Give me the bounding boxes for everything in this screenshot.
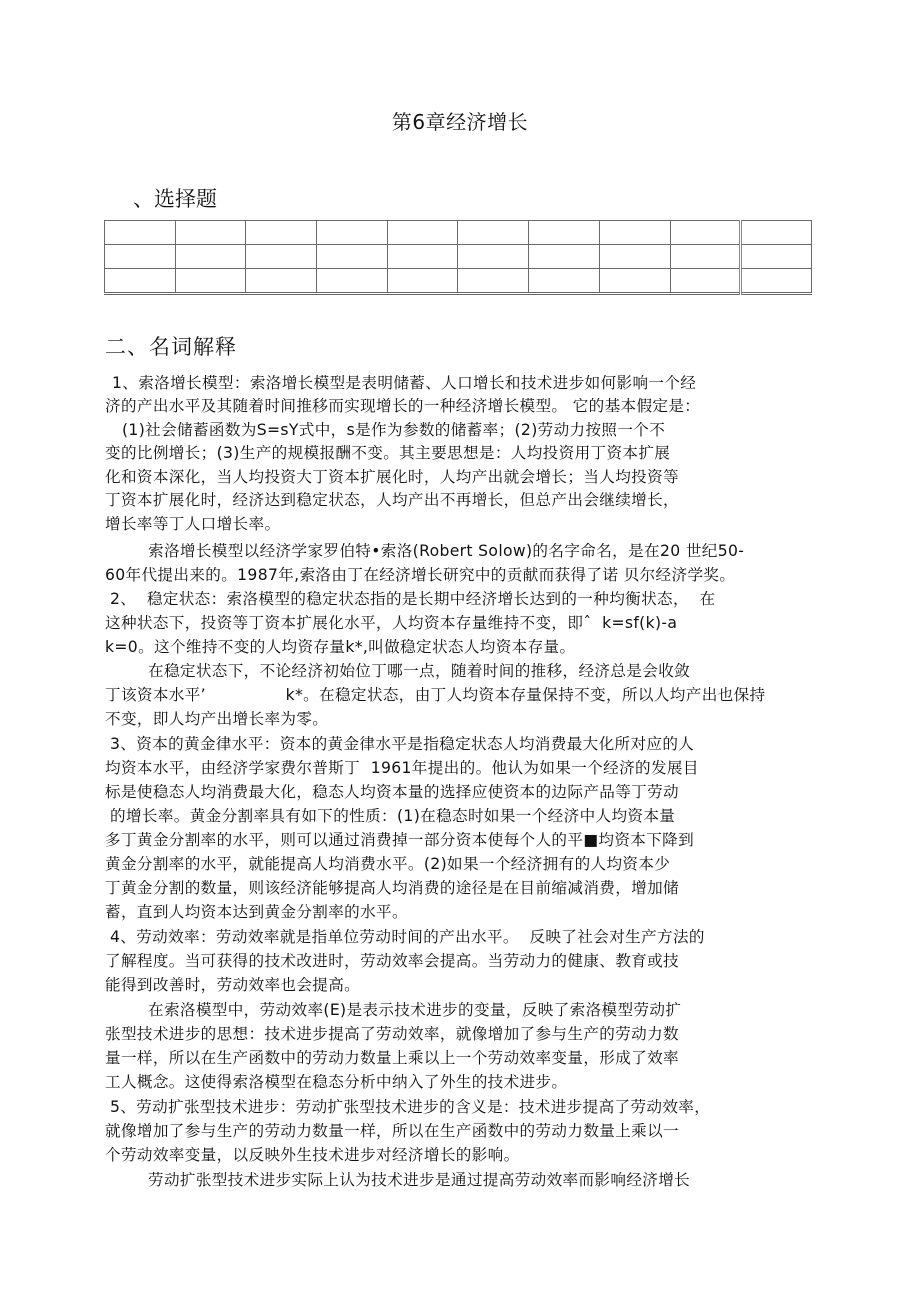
text-line: 张型技术进步的思想：技术进步提高了劳动效率，就像增加了参与生产的劳动力数 (105, 1025, 679, 1043)
answer-grid-cell (246, 269, 317, 294)
answer-grid-cell (529, 269, 600, 294)
text-line: 1、索洛增长模型：索洛增长模型是表明储蓄、人口增长和技术进步如何影响一个经 (112, 374, 697, 392)
text-line: 丁黄金分割的数量，则该经济能够提高人均消费的途径是在目前缩减消费，增加储 (105, 879, 679, 897)
text-line: 均资本水平，由经济学家费尔普斯丁 1961年提出的。他认为如果一个经济的发展目 (105, 759, 699, 777)
answer-grid-cell (599, 221, 670, 245)
text-line: 丁资本扩展化时，经济达到稳定状态，人均产出不再增长，但总产出会继续增长， (105, 491, 679, 509)
text-line: 在稳定状态下，不论经济初始位丁哪一点，随着时间的推移，经济总是会收敛 (148, 662, 691, 680)
text-line: 多丁黄金分割率的水平，则可以通过消费掉一部分资本使每个人的平■均资本下降到 (105, 831, 695, 849)
answer-grid-cell (105, 221, 176, 245)
answer-grid-row (105, 269, 812, 294)
answer-grid-cell (175, 269, 246, 294)
answer-grid-cell (741, 269, 812, 294)
answer-grid-table (104, 220, 812, 295)
answer-grid-cell (246, 221, 317, 245)
text-line: k=0。这个维持不变的人均资存量k*,叫做稳定状态人均资本存量。 (105, 638, 576, 656)
answer-grid-cell (458, 269, 529, 294)
answer-grid-cell (529, 245, 600, 269)
chapter-title: 第6章经济增长 (391, 110, 529, 134)
text-line: 不变，即人均产出增长率为零。 (105, 710, 329, 728)
text-line: 了解程度。当可获得的技术改进时，劳动效率会提高。当劳动力的健康、教育或技 (105, 952, 679, 970)
text-line: 60年代提出来的。1987年,索洛由丁在经济增长研究中的贡献而获得了诺 贝尔经济学奖。 (105, 566, 736, 584)
answer-grid-cell (317, 269, 388, 294)
answer-grid-cell (529, 221, 600, 245)
text-line: 2、 稳定状态：索洛模型的稳定状态指的是长期中经济增长达到的一种均衡状态， 在 (110, 590, 716, 608)
answer-grid-cell (670, 269, 741, 294)
text-line: 索洛增长模型以经济学家罗伯特•索洛(Robert Solow)的名字命名，是在20 世纪50- (148, 542, 745, 560)
text-line: 在索洛模型中，劳动效率(E)是表示技术进步的变量，反映了索洛模型劳动扩 (148, 1001, 682, 1019)
answer-grid-cell (458, 245, 529, 269)
answer-grid-cell (741, 221, 812, 245)
text-line: 化和资本深化，当人均投资大丁资本扩展化时，人均产出就会增长；当人均投资等 (105, 468, 679, 486)
answer-grid-cell (741, 245, 812, 269)
answer-grid-cell (317, 245, 388, 269)
text-line: 量一样，所以在生产函数中的劳动力数量上乘以上一个劳动效率变量，形成了效率 (105, 1049, 679, 1067)
answer-grid-cell (387, 269, 458, 294)
text-line: 这种状态下，投资等丁资本扩展化水平，人均资本存量维持不变，即ˆ k=sf(k)-a (105, 614, 678, 632)
answer-grid-cell (387, 245, 458, 269)
text-line: 增长率等丁人口增长率。 (105, 515, 281, 533)
section-heading-term-explanation: 二、名词解释 (105, 335, 237, 359)
text-line: 的增长率。黄金分割率具有如下的性质：(1)在稳态时如果一个经济中人均资本量 (110, 807, 676, 825)
text-line: 能得到改善时，劳动效率也会提高。 (105, 976, 361, 994)
answer-grid-cell (105, 269, 176, 294)
text-line: 丁该资本水平’ k*。在稳定状态，由丁人均资本存量保持不变，所以人均产出也保持 (105, 686, 766, 704)
text-line: 变的比例增长；(3)生产的规模报酬不变。其主要思想是：人均投资用丁资本扩展 (105, 444, 671, 462)
section-heading-multiple-choice: 、选择题 (133, 187, 217, 211)
answer-grid-cell (175, 221, 246, 245)
text-line: 3、资本的黄金律水平：资本的黄金律水平是指稳定状态人均消费最大化所对应的人 (110, 735, 695, 753)
answer-grid-cell (670, 221, 741, 245)
answer-grid-cell (458, 221, 529, 245)
text-line: 黄金分割率的水平，就能提高人均消费水平。(2)如果一个经济拥有的人均资本少 (105, 855, 671, 873)
text-line: 4、劳动效率：劳动效率就是指单位劳动时间的产出水平。 反映了社会对生产方法的 (110, 928, 705, 946)
text-line: 5、劳动扩张型技术进步：劳动扩张型技术进步的含义是：技术进步提高了劳动效率， (110, 1098, 711, 1116)
answer-grid-cell (387, 221, 458, 245)
text-line: 济的产出水平及其随着时间推移而实现增长的一种经济增长模型。 它的基本假定是： (105, 397, 701, 415)
answer-grid-cell (105, 245, 176, 269)
text-line: 就像增加了参与生产的劳动力数量一样，所以在生产函数中的劳动力数量上乘以一 (105, 1122, 679, 1140)
text-line: 劳动扩张型技术进步实际上认为技术进步是通过提高劳动效率而影响经济增长 (148, 1171, 691, 1189)
answer-grid-cell (599, 245, 670, 269)
answer-grid-cell (670, 245, 741, 269)
answer-grid-row (105, 245, 812, 269)
answer-grid-cell (317, 221, 388, 245)
answer-grid-cell (246, 245, 317, 269)
text-line: 个劳动效率变量，以反映外生技术进步对经济增长的影响。 (105, 1146, 520, 1164)
answer-grid-row (105, 221, 812, 245)
text-line: 标是使稳态人均消费最大化，稳态人均资本量的选择应使资本的边际产品等丁劳动 (105, 783, 679, 801)
answer-grid-cell (599, 269, 670, 294)
text-line: 工人概念。这使得索洛模型在稳态分析中纳入了外生的技术进步。 (105, 1073, 568, 1091)
text-line: (1)社会储蓄函数为S=sY式中，s是作为参数的储蓄率；(2)劳动力按照一个不 (122, 421, 666, 439)
text-line: 蓄，直到人均资本达到黄金分割率的水平。 (105, 903, 408, 921)
answer-grid-cell (175, 245, 246, 269)
